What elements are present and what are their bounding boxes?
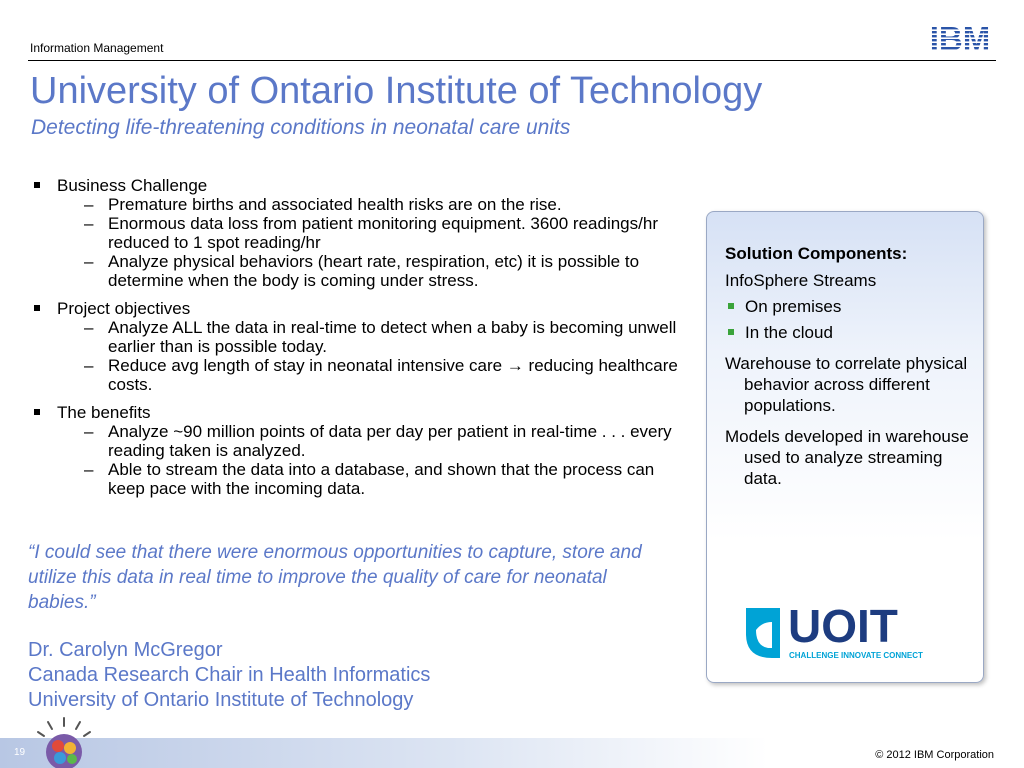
dash-marker: – bbox=[84, 422, 94, 441]
list-item: – Analyze physical behaviors (heart rate, respiration, etc) it is possible to determine when the body is coming under stress. bbox=[84, 252, 640, 290]
footer-band bbox=[0, 738, 1024, 768]
square-bullet-icon bbox=[34, 305, 40, 311]
square-bullet-icon bbox=[34, 409, 40, 415]
smarter-planet-icon bbox=[30, 712, 98, 768]
section-business-challenge bbox=[34, 176, 694, 290]
list-item: – Analyze ~90 million points of data per day per patient in real-time . . . every reading taken is analyzed. bbox=[84, 422, 672, 460]
dash-marker: – bbox=[84, 195, 94, 214]
dash-marker: – bbox=[84, 214, 94, 233]
list-item: – Analyze ALL the data in real-time to detect when a baby is becoming unwell earlier than is possible today. bbox=[84, 318, 677, 356]
section-heading: Project objectives bbox=[57, 299, 191, 318]
header-divider bbox=[28, 60, 996, 61]
page-title: University of Ontario Institute of Technology bbox=[30, 70, 763, 112]
main-content bbox=[34, 176, 694, 507]
attribution-name: Dr. Carolyn McGregor bbox=[28, 639, 223, 661]
page-number: 19 bbox=[14, 747, 26, 758]
page-subtitle: Detecting life-threatening conditions in neonatal care units bbox=[31, 116, 571, 139]
green-bullet-icon bbox=[728, 329, 734, 335]
uoit-tagline: CHALLENGE INNOVATE CONNECT bbox=[789, 651, 923, 660]
section-heading: The benefits bbox=[57, 403, 151, 422]
sidebar-product: InfoSphere Streams bbox=[725, 271, 877, 290]
sidebar-paragraph: Warehouse to correlate physical behavior across different populations. bbox=[725, 354, 968, 415]
testimonial-quote: “I could see that there were enormous opportunities to capture, store and utilize this data in real time to improve the quality of care for neonatal babies.” bbox=[28, 542, 642, 613]
ibm-logo-text: IBM bbox=[929, 23, 991, 53]
dash-marker: – bbox=[84, 460, 94, 479]
dash-marker: – bbox=[84, 318, 94, 337]
section-project-objectives bbox=[34, 299, 694, 394]
square-bullet-icon bbox=[34, 182, 40, 188]
header-label: Information Management bbox=[30, 41, 164, 55]
list-item: – Able to stream the data into a database, and shown that the process can keep pace with the incoming data. bbox=[84, 460, 655, 498]
sidebar-bullet-item: On premises bbox=[725, 296, 975, 317]
sidebar-paragraph: Models developed in warehouse used to analyze streaming data. bbox=[725, 427, 969, 488]
copyright: © 2012 IBM Corporation bbox=[875, 749, 994, 761]
list-item: – Enormous data loss from patient monitoring equipment. 3600 readings/hr reduced to 1 spot reading/hr bbox=[84, 214, 658, 252]
green-bullet-icon bbox=[728, 303, 734, 309]
section-the-benefits bbox=[34, 403, 694, 498]
list-item: – Reduce avg length of stay in neonatal intensive care → reducing healthcare costs. bbox=[84, 356, 678, 394]
attribution-role: Canada Research Chair in Health Informatics bbox=[28, 664, 431, 686]
dash-marker: – bbox=[84, 356, 94, 375]
attribution-org: University of Ontario Institute of Technology bbox=[28, 689, 414, 711]
uoit-logo-text: UOIT bbox=[788, 600, 898, 652]
section-heading: Business Challenge bbox=[57, 176, 208, 195]
sidebar-heading: Solution Components: bbox=[725, 244, 908, 263]
ibm-logo-icon bbox=[924, 23, 996, 53]
solution-components-panel bbox=[706, 211, 984, 683]
uoit-logo-icon bbox=[744, 600, 958, 664]
quote-attribution bbox=[28, 638, 430, 713]
dash-marker: – bbox=[84, 252, 94, 271]
list-item: – Premature births and associated health risks are on the rise. bbox=[84, 195, 562, 214]
sidebar-bullet-item: In the cloud bbox=[725, 322, 975, 343]
